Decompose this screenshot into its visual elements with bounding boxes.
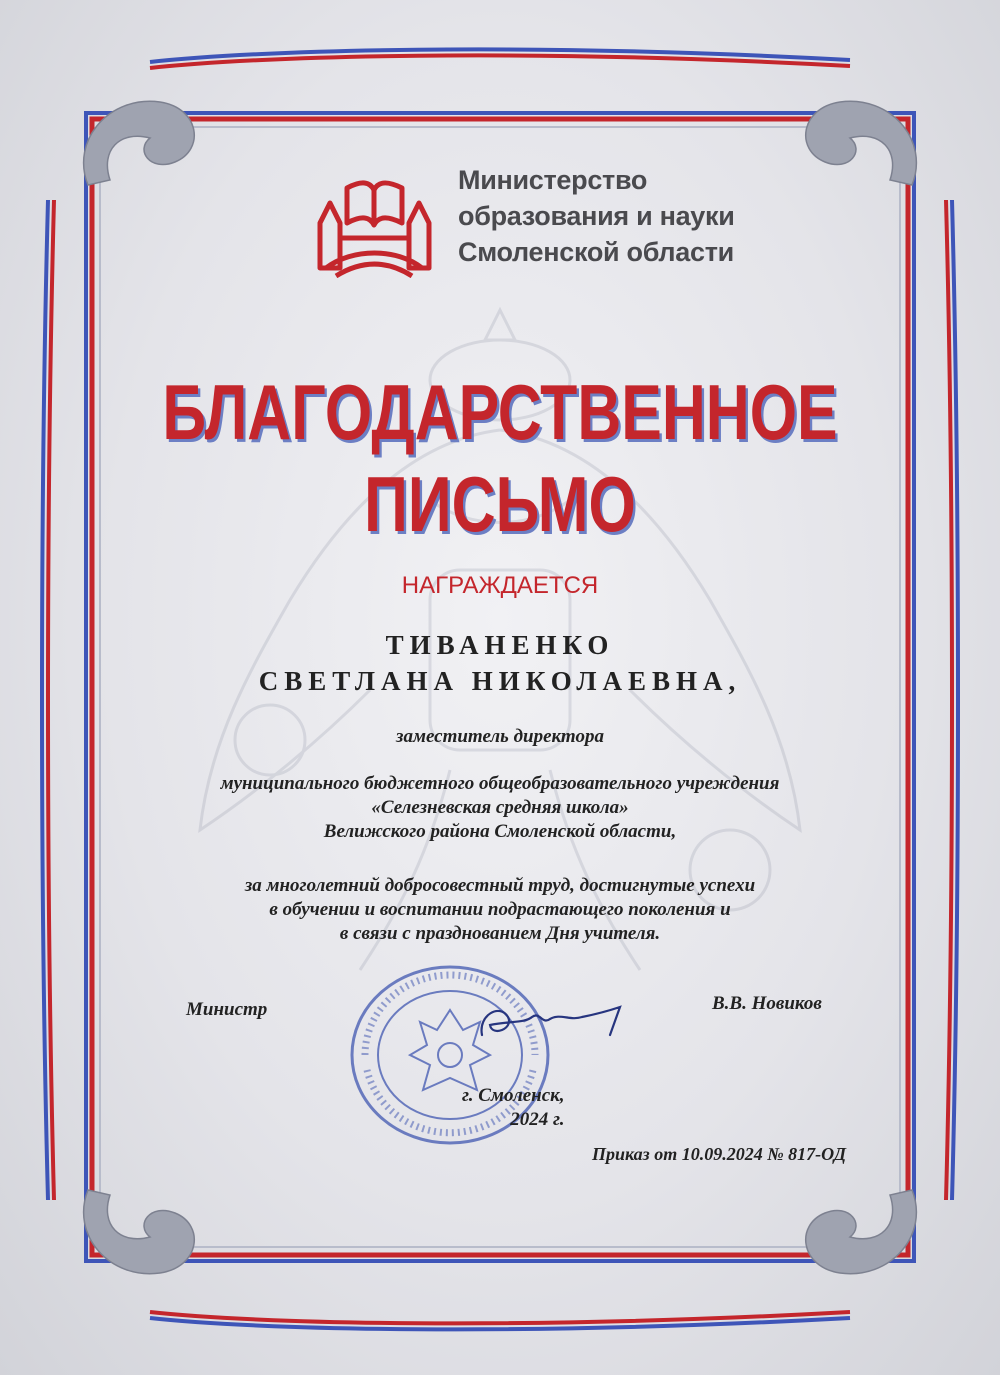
place-year: 2024 г. xyxy=(510,1109,565,1130)
order-reference: Приказ от 10.09.2024 № 817-ОД xyxy=(592,1144,847,1164)
awarded-label: НАГРАЖДАЕТСЯ xyxy=(401,572,599,599)
institution-line-2: «Селезневская средняя школа» xyxy=(371,797,629,818)
place-city: г. Смоленск, xyxy=(462,1085,565,1106)
institution-line-1: муниципального бюджетного общеобразовательного учреждения xyxy=(220,773,780,794)
organization-line-3: Смоленской области xyxy=(458,237,734,267)
reason-line-1: за многолетний добросовестный труд, достигнутые успехи xyxy=(244,875,756,896)
signatory-name: В.В. Новиков xyxy=(712,993,822,1014)
recipient-name: СВЕТЛАНА НИКОЛАЕВНА, xyxy=(258,666,742,696)
award-reason xyxy=(0,874,1000,946)
place-date xyxy=(462,1084,565,1132)
signatory-title: Министр xyxy=(186,999,268,1020)
recipient-surname: ТИВАНЕНКО xyxy=(385,630,615,660)
certificate-title-line-2: ПИСЬМО xyxy=(364,460,636,548)
recipient-position: заместитель директора xyxy=(396,726,604,747)
organization-line-2: образования и науки xyxy=(458,201,735,231)
organization-line-1: Министерство xyxy=(458,165,648,195)
minister-signature xyxy=(470,995,630,1055)
reason-line-2: в обучении и воспитании подрастающего поколения и xyxy=(269,899,731,920)
ministry-logo xyxy=(312,168,437,278)
certificate-title-line-1: БЛАГОДАРСТВЕННОЕ xyxy=(162,368,838,456)
institution xyxy=(0,772,1000,844)
organization-name xyxy=(458,162,735,270)
institution-line-3: Велижского района Смоленской области, xyxy=(323,821,677,842)
reason-line-3: в связи с празднованием Дня учителя. xyxy=(339,923,661,944)
